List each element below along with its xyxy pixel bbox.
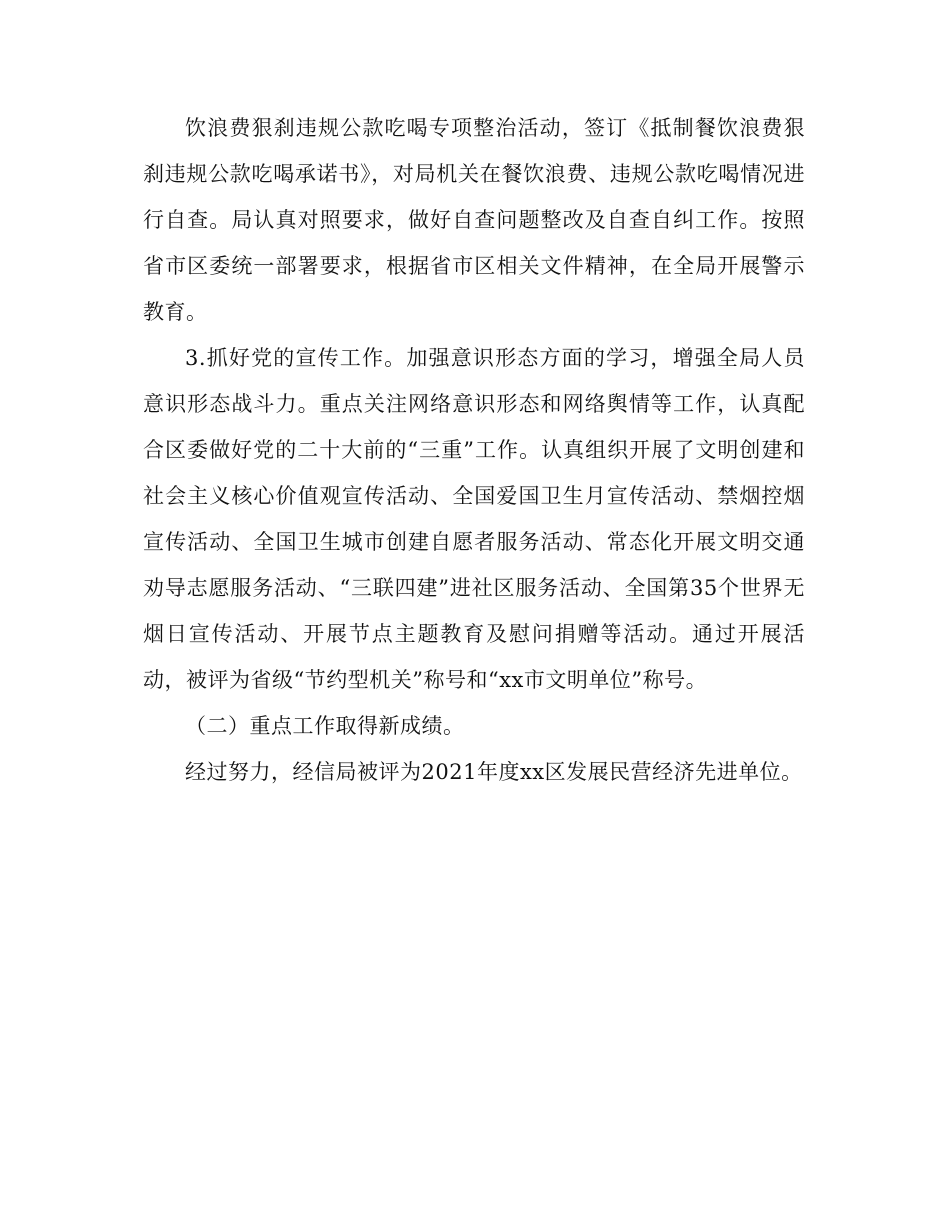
section-heading-key-work: （二）重点工作取得新成绩。 (185, 714, 465, 738)
document-body (143, 105, 805, 795)
paragraph-party-publicity: 3.抓好党的宣传工作。加强意识形态方面的学习，增强全局人员意识形态战斗力。重点关注网络意识形态和网络舆情等工作，认真配合区委做好党的二十大前的“三重”工作。认真组织开展了文明创建和社会主义核心价值观宣传活动、全国爱国卫生月宣传活动、禁烟控烟宣传活动、全国卫生城市创建自愿者服务活动、常态化开展文明交通劝导志愿服务活动、“三联四建”进社区服务活动、全国第35个世界无烟日宣传活动、开展节点主题教育及慰问捐赠等活动。通过开展活动，被评为省级“节约型机关”称号和“xx市文明单位”称号。 (143, 346, 805, 692)
paragraph-achievement: 经过努力，经信局被评为2021年度xx区发展民营经济先进单位。 (185, 760, 803, 784)
paragraph-frugality-inspection: 饮浪费狠刹违规公款吃喝专项整治活动，签订《抵制餐饮浪费狠刹违规公款吃喝承诺书》，对局机关在餐饮浪费、违规公款吃喝情况进行自查。局认真对照要求，做好自查问题整改及自查自纠工作。按照省市区委统一部署要求，根据省市区相关文件精神，在全局开展警示教育。 (143, 116, 805, 324)
